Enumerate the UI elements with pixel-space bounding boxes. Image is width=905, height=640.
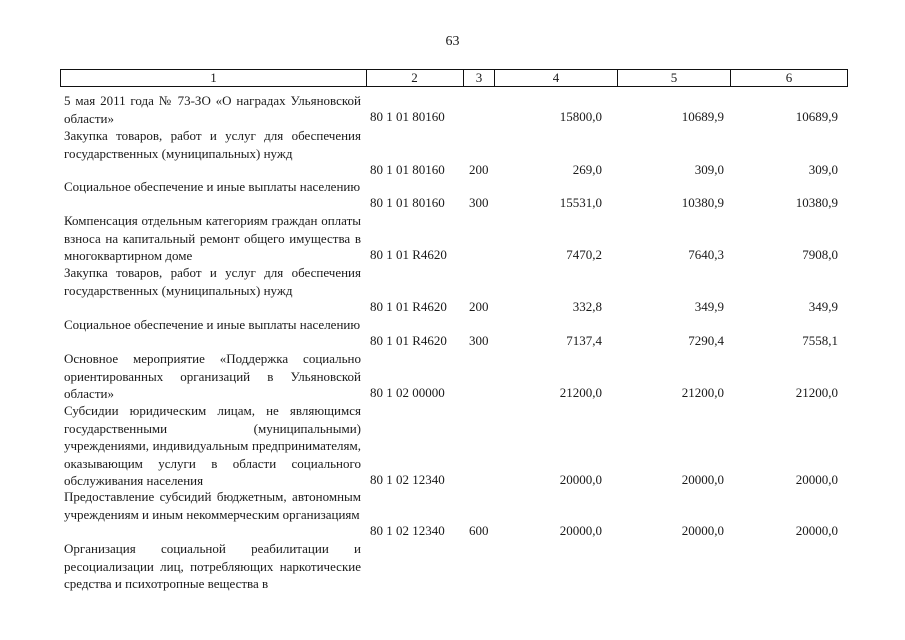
target-code: 80 1 01 R4620 bbox=[370, 333, 447, 348]
table-header bbox=[60, 69, 848, 86]
value-col-4: 21200,0 bbox=[559, 385, 602, 400]
expense-type: 300 bbox=[469, 195, 489, 210]
target-code: 80 1 01 R4620 bbox=[370, 247, 447, 262]
value-col-6: 10380,9 bbox=[795, 195, 838, 210]
value-col-6: 10689,9 bbox=[795, 109, 838, 124]
row-description: 5 мая 2011 года № 73-ЗО «О наградах Ульяновской области» bbox=[64, 93, 361, 126]
value-col-4: 7137,4 bbox=[566, 333, 602, 348]
value-col-6: 7908,0 bbox=[802, 247, 838, 262]
value-col-5: 7290,4 bbox=[688, 333, 724, 348]
header-col-3: 3 bbox=[464, 69, 495, 87]
header-col-5: 5 bbox=[618, 69, 731, 87]
expense-type: 600 bbox=[469, 523, 489, 538]
expense-type: 300 bbox=[469, 333, 489, 348]
row-description: Субсидии юридическим лицам, не являющимся государственными (муниципальными) учреждениями, индивидуальным предпринимателям, оказывающим услуги в области социального обслуживания населения bbox=[64, 403, 361, 488]
row-description: Организация социальной реабилитации и ресоциализации лиц, потребляющих наркотические средства и психотропные вещества в bbox=[64, 541, 361, 591]
value-col-4: 7470,2 bbox=[566, 247, 602, 262]
value-col-4: 269,0 bbox=[572, 162, 602, 177]
value-col-5: 21200,0 bbox=[681, 385, 724, 400]
row-description: Компенсация отдельным категориям граждан оплаты взноса на капитальный ремонт общего имущества в многоквартирном доме bbox=[64, 213, 361, 263]
target-code: 80 1 02 12340 bbox=[370, 523, 445, 538]
value-col-5: 10689,9 bbox=[681, 109, 724, 124]
value-col-6: 349,9 bbox=[808, 299, 838, 314]
row-description: Основное мероприятие «Поддержка социально ориентированных организаций в Ульяновской области» bbox=[64, 351, 361, 401]
row-description: Социальное обеспечение и иные выплаты населению bbox=[64, 317, 361, 332]
value-col-5: 7640,3 bbox=[688, 247, 724, 262]
value-col-4: 15800,0 bbox=[559, 109, 602, 124]
value-col-5: 20000,0 bbox=[681, 472, 724, 487]
value-col-6: 309,0 bbox=[808, 162, 838, 177]
target-code: 80 1 01 R4620 bbox=[370, 299, 447, 314]
value-col-6: 21200,0 bbox=[795, 385, 838, 400]
row-description: Закупка товаров, работ и услуг для обеспечения государственных (муниципальных) нужд bbox=[64, 128, 361, 161]
target-code: 80 1 02 12340 bbox=[370, 472, 445, 487]
value-col-5: 10380,9 bbox=[681, 195, 724, 210]
target-code: 80 1 01 80160 bbox=[370, 109, 445, 124]
value-col-4: 20000,0 bbox=[559, 523, 602, 538]
header-col-1: 1 bbox=[60, 69, 367, 87]
value-col-4: 332,8 bbox=[572, 299, 602, 314]
row-description: Предоставление субсидий бюджетным, автономным учреждениям и иным некоммерческим организациям bbox=[64, 489, 361, 522]
row-description: Социальное обеспечение и иные выплаты населению bbox=[64, 179, 361, 194]
value-col-5: 309,0 bbox=[694, 162, 724, 177]
expense-type: 200 bbox=[469, 299, 489, 314]
value-col-4: 15531,0 bbox=[559, 195, 602, 210]
value-col-6: 20000,0 bbox=[795, 472, 838, 487]
value-col-6: 20000,0 bbox=[795, 523, 838, 538]
header-col-4: 4 bbox=[495, 69, 618, 87]
target-code: 80 1 01 80160 bbox=[370, 162, 445, 177]
target-code: 80 1 01 80160 bbox=[370, 195, 445, 210]
header-col-6: 6 bbox=[731, 69, 848, 87]
value-col-5: 349,9 bbox=[694, 299, 724, 314]
expense-type: 200 bbox=[469, 162, 489, 177]
row-description: Закупка товаров, работ и услуг для обеспечения государственных (муниципальных) нужд bbox=[64, 265, 361, 298]
value-col-6: 7558,1 bbox=[802, 333, 838, 348]
value-col-4: 20000,0 bbox=[559, 472, 602, 487]
header-col-2: 2 bbox=[366, 69, 464, 87]
target-code: 80 1 02 00000 bbox=[370, 385, 445, 400]
value-col-5: 20000,0 bbox=[681, 523, 724, 538]
page-number: 63 bbox=[445, 34, 460, 49]
